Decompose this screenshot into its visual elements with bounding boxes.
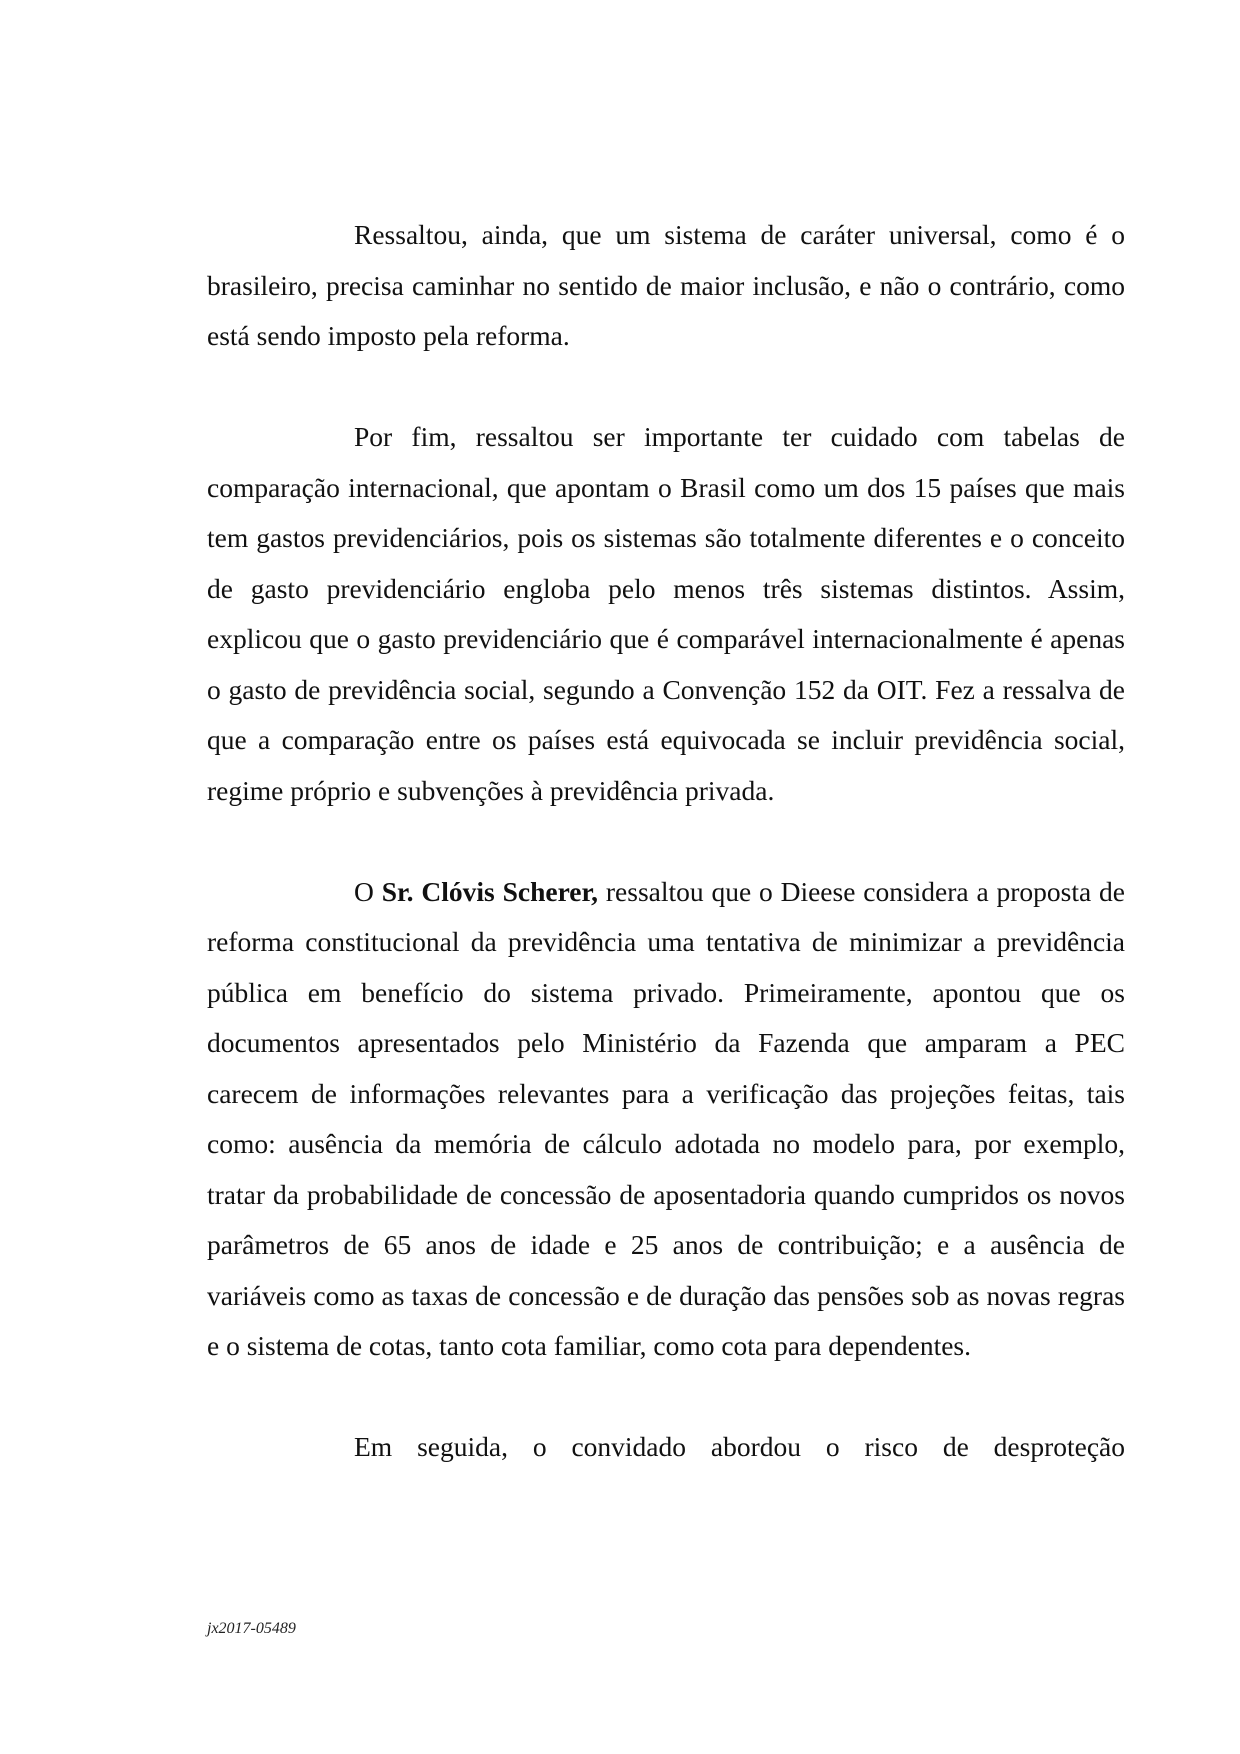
speaker-name: Sr. Clóvis Scherer,	[381, 875, 599, 907]
paragraph-clovis-scherer-text: ressaltou que o Dieese considera a proposta de reforma constitucional da previdência uma tentativa de minimizar a previdência pública em benefício do sistema privado. Primeiramente, apontou que os documentos apresentados pelo Ministério da Fazenda que amparam a PEC carecem de informações relevantes para a verificação das projeções feitas, tais como: ausência da memória de cálculo adotada no modelo para, por exemplo, tratar da probabilidade de concessão de aposentadoria quando cumpridos os novos parâmetros de 65 anos de idade e 25 anos de contribuição; e a ausência de variáveis como as taxas de concessão e de duração das pensões sob as novas regras e o sistema de cotas, tanto cota familiar, como cota para dependentes.	[207, 875, 1125, 1361]
paragraph-desprotection-risk: Em seguida, o convidado abordou o risco de desproteção	[354, 1431, 1125, 1462]
paragraph-international-comparison: Por fim, ressaltou ser importante ter cuidado com tabelas de comparação internacional, que apontam o Brasil como um dos 15 países que mais tem gastos previdenciários, pois os sistemas são totalmente diferentes e o conceito de gasto previdenciário engloba pelo menos três sistemas distintos. Assim, explicou que o gasto previdenciário que é comparável internacionalmente é apenas o gasto de previdência social, segundo a Convenção 152 da OIT. Fez a ressalva de que a comparação entre os países está equivocada se incluir previdência social, regime próprio e subvenções à previdência privada.	[207, 421, 1125, 806]
paragraph-universal-system: Ressaltou, ainda, que um sistema de caráter universal, como é o brasileiro, precisa caminhar no sentido de maior inclusão, e não o contrário, como está sendo imposto pela reforma.	[207, 219, 1125, 351]
document-body	[207, 210, 1125, 1523]
paragraph-clovis-scherer	[207, 867, 1125, 1372]
speaker-prefix: O	[354, 875, 382, 907]
document-code: jx2017-05489	[207, 1620, 296, 1637]
